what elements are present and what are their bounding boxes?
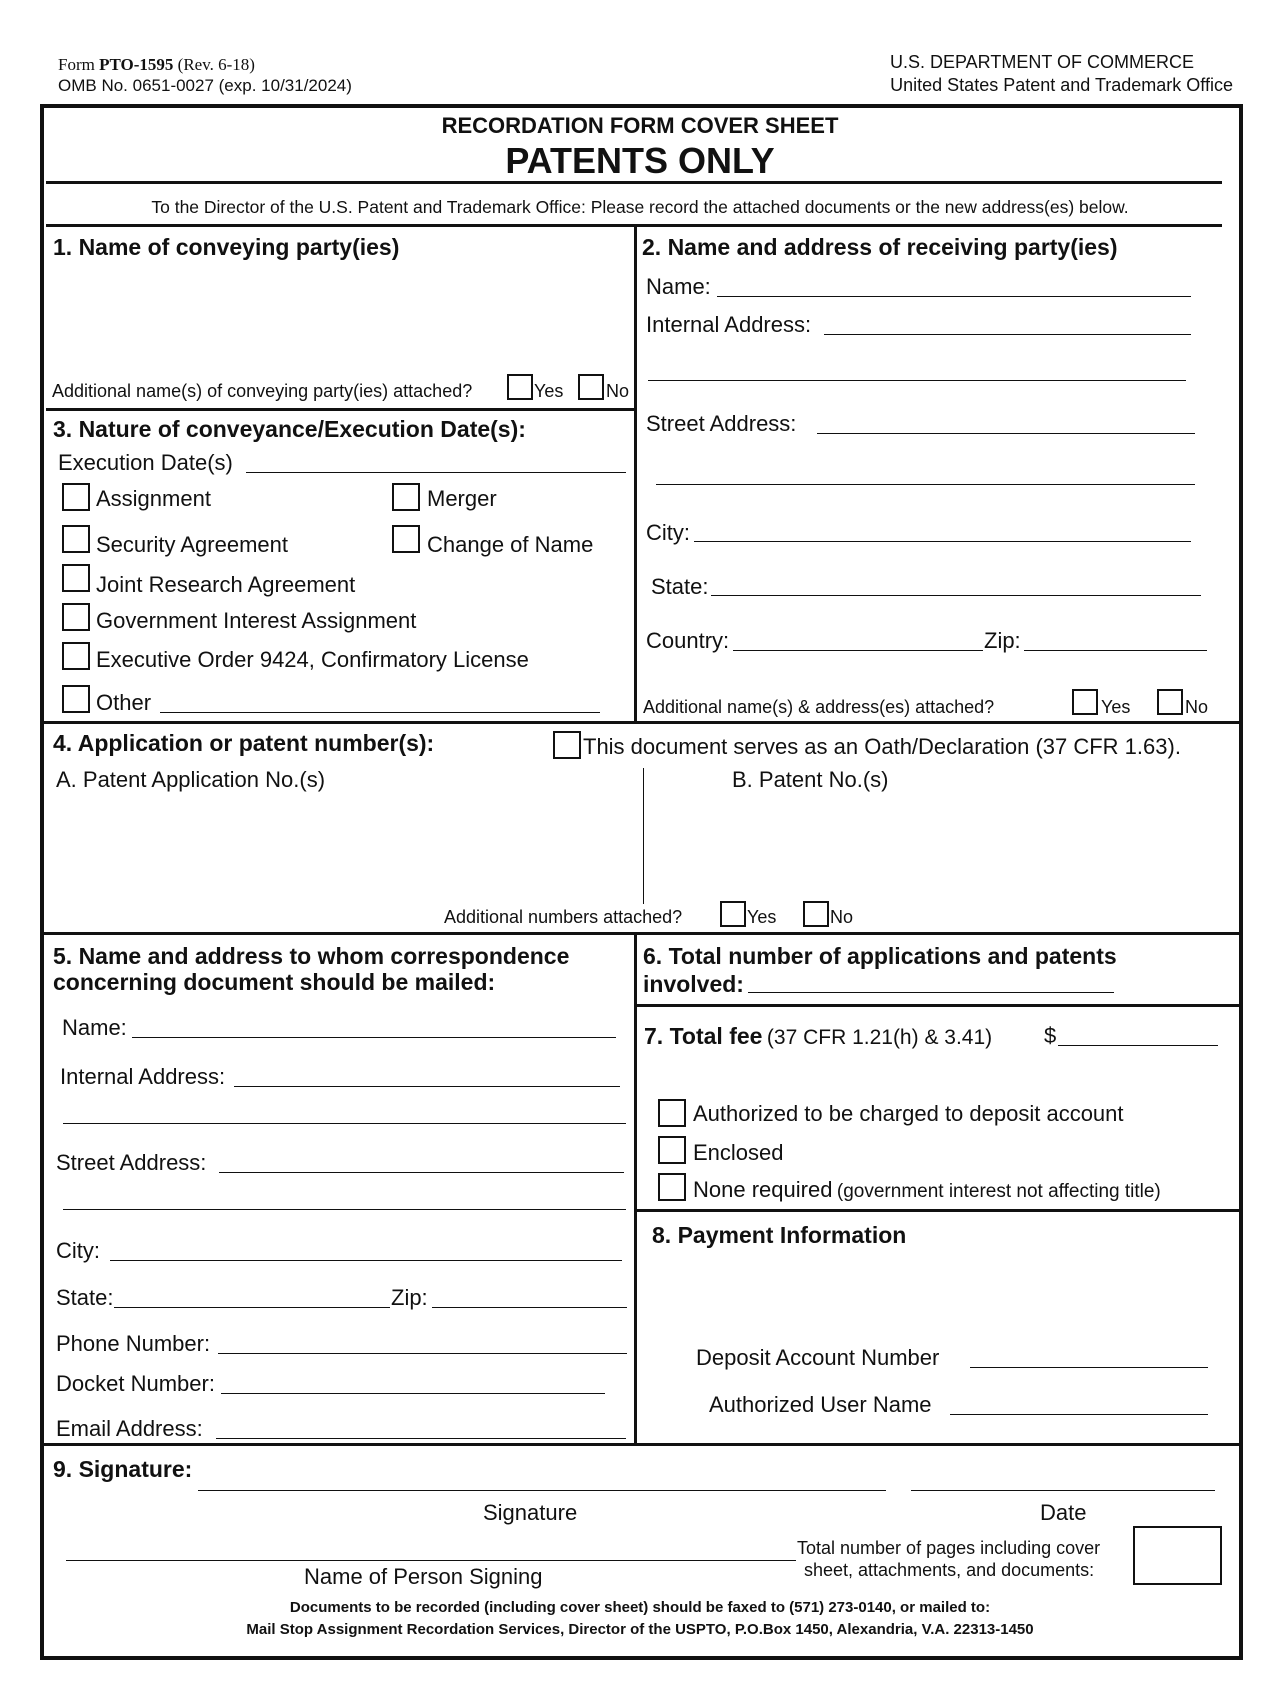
joint-research-label: Joint Research Agreement	[96, 572, 356, 597]
form-id	[58, 55, 255, 75]
s5-street-label: Street Address:	[56, 1150, 207, 1175]
change-of-name-label: Change of Name	[427, 532, 594, 557]
s2-street-field[interactable]	[817, 433, 1195, 434]
s2-state-field[interactable]	[711, 595, 1201, 596]
department-name: U.S. DEPARTMENT OF COMMERCE	[889, 52, 1194, 72]
s5-zip-label: Zip:	[391, 1285, 428, 1310]
form-subtitle: PATENTS ONLY	[505, 140, 775, 181]
government-interest-label: Government Interest Assignment	[96, 608, 417, 633]
omb-number: OMB No. 0651-0027 (exp. 10/31/2024)	[58, 76, 352, 95]
s2-no-checkbox[interactable]	[1157, 689, 1183, 715]
s9-top-divider	[40, 1443, 1243, 1446]
s1-yes-checkbox[interactable]	[507, 374, 533, 400]
footer-line-1: Documents to be recorded (including cover sheet) should be faxed to (571) 273-0140, or mailed to:	[289, 1599, 991, 1616]
s5-email-field[interactable]	[216, 1438, 626, 1439]
s2-state-label: State:	[651, 574, 709, 599]
s4-yes-checkbox[interactable]	[720, 901, 746, 927]
s1-heading: 1. Name of conveying party(ies)	[53, 234, 400, 260]
s1-no-checkbox[interactable]	[578, 374, 604, 400]
s5-state-label: State:	[56, 1285, 114, 1310]
col-divider-bottom	[634, 932, 637, 1444]
total-pages-box[interactable]	[1133, 1526, 1222, 1585]
other-field[interactable]	[160, 712, 600, 713]
footer-line-2: Mail Stop Assignment Recordation Services, Director of the USPTO, P.O.Box 1450, Alexandria, V.A. 22313-1450	[246, 1621, 1034, 1638]
s6-heading-2: involved:	[643, 971, 744, 997]
s2-heading: 2. Name and address of receiving party(ies)	[642, 234, 1118, 260]
s2-yes-checkbox[interactable]	[1072, 689, 1098, 715]
other-checkbox[interactable]	[62, 685, 90, 713]
office-name: United States Patent and Trademark Office	[890, 75, 1233, 95]
s1-additional-label: Additional name(s) of conveying party(ies) attached?	[52, 381, 473, 401]
none-required-row	[693, 1177, 1161, 1203]
s2-additional-label: Additional name(s) & address(es) attached?	[643, 697, 995, 717]
s7-s8-divider	[634, 1209, 1243, 1212]
s5-phone-field[interactable]	[218, 1353, 627, 1354]
s2-internal-field-2[interactable]	[648, 380, 1186, 381]
s4-b-label: B. Patent No.(s)	[732, 767, 889, 792]
signature-label: Signature	[483, 1500, 578, 1525]
executive-order-checkbox[interactable]	[62, 642, 90, 670]
s2-country-label: Country:	[646, 628, 730, 653]
security-agreement-label: Security Agreement	[96, 532, 288, 557]
s2-no-label: No	[1185, 697, 1209, 717]
s4-additional-label: Additional numbers attached?	[444, 907, 683, 927]
s5-heading-2: concerning document should be mailed:	[53, 969, 496, 995]
s7-dollar-sign: $	[1044, 1023, 1057, 1048]
s5-internal-field-2[interactable]	[63, 1123, 626, 1124]
none-required-checkbox[interactable]	[658, 1173, 686, 1201]
s7-fee-field[interactable]	[1058, 1045, 1218, 1046]
oath-label: This document serves as an Oath/Declaration (37 CFR 1.63).	[583, 734, 1181, 759]
s2-zip-field[interactable]	[1024, 650, 1207, 651]
s4-a-label: A. Patent Application No.(s)	[56, 767, 326, 792]
s5-docket-field[interactable]	[221, 1393, 605, 1394]
date-field[interactable]	[911, 1490, 1215, 1491]
form-frame	[40, 104, 1243, 1660]
s5-phone-label: Phone Number:	[56, 1331, 211, 1356]
s5-internal-field[interactable]	[234, 1086, 620, 1087]
authorized-checkbox[interactable]	[658, 1099, 686, 1127]
s8-heading: 8. Payment Information	[652, 1222, 907, 1248]
s1-s3-divider	[46, 408, 634, 411]
s5-name-field[interactable]	[132, 1037, 616, 1038]
instruction-text: To the Director of the U.S. Patent and Trademark Office: Please record the attached documents or the new address(es) below.	[151, 197, 1129, 217]
s2-city-label: City:	[646, 520, 690, 545]
form-revision: (Rev. 6-18)	[177, 55, 255, 74]
s3-exec-date-label: Execution Date(s)	[58, 450, 233, 475]
s5-docket-label: Docket Number:	[56, 1371, 215, 1396]
s7-heading: 7. Total fee	[644, 1023, 763, 1049]
title-divider	[46, 181, 1222, 184]
s4-no-label: No	[830, 907, 854, 927]
assignment-checkbox[interactable]	[62, 483, 90, 511]
name-signing-label: Name of Person Signing	[304, 1564, 543, 1589]
s6-heading-1: 6. Total number of applications and patents	[643, 943, 1117, 969]
s1-no-label: No	[606, 381, 630, 401]
executive-order-label: Executive Order 9424, Confirmatory License	[96, 647, 529, 672]
form-title: RECORDATION FORM COVER SHEET	[441, 113, 839, 138]
none-required-label: None required	[693, 1177, 833, 1202]
s3-exec-date-field[interactable]	[246, 472, 626, 473]
s2-name-field[interactable]	[717, 296, 1191, 297]
merger-label: Merger	[427, 486, 497, 511]
none-required-note: (government interest not affecting title)	[836, 1181, 1161, 1202]
other-label: Other	[96, 690, 152, 715]
s2-name-label: Name:	[646, 274, 711, 299]
oath-checkbox[interactable]	[553, 731, 581, 759]
change-of-name-checkbox[interactable]	[392, 525, 420, 553]
s7-heading-row	[644, 1023, 992, 1050]
deposit-account-field[interactable]	[970, 1367, 1208, 1368]
s4-yes-label: Yes	[747, 907, 777, 927]
s2-zip-label: Zip:	[984, 628, 1021, 653]
s2-internal-label: Internal Address:	[646, 312, 812, 337]
joint-research-checkbox[interactable]	[62, 564, 90, 592]
authorized-user-label: Authorized User Name	[709, 1392, 932, 1417]
s4-col-divider	[643, 768, 644, 904]
government-interest-checkbox[interactable]	[62, 603, 90, 631]
s4-no-checkbox[interactable]	[803, 901, 829, 927]
signature-field[interactable]	[198, 1490, 886, 1491]
s5-zip-field[interactable]	[432, 1307, 627, 1308]
s5-city-label: City:	[56, 1238, 100, 1263]
s6-s7-divider	[634, 1004, 1243, 1007]
s2-street-field-2[interactable]	[656, 484, 1195, 485]
s5-street-field[interactable]	[219, 1172, 624, 1173]
assignment-label: Assignment	[96, 486, 211, 511]
s6-total-field[interactable]	[748, 992, 1114, 993]
pages-label-1: Total number of pages including cover	[797, 1538, 1101, 1558]
s5-city-field[interactable]	[110, 1260, 622, 1261]
s5-heading-1: 5. Name and address to whom correspondence	[53, 943, 570, 969]
date-label: Date	[1040, 1500, 1087, 1525]
s3-heading: 3. Nature of conveyance/Execution Date(s):	[53, 416, 526, 442]
name-signing-field[interactable]	[66, 1560, 796, 1561]
s2-street-label: Street Address:	[646, 411, 797, 436]
authorized-user-field[interactable]	[950, 1414, 1208, 1415]
deposit-account-label: Deposit Account Number	[696, 1345, 940, 1370]
s5-internal-label: Internal Address:	[60, 1064, 226, 1089]
s4-top-divider	[40, 721, 1243, 724]
s5-email-label: Email Address:	[56, 1416, 203, 1441]
s2-city-field[interactable]	[694, 541, 1191, 542]
enclosed-checkbox[interactable]	[658, 1136, 686, 1164]
pages-label-2: sheet, attachments, and documents:	[804, 1560, 1095, 1580]
s2-internal-field[interactable]	[824, 334, 1191, 335]
s5-top-divider	[40, 932, 1243, 935]
merger-checkbox[interactable]	[392, 483, 420, 511]
s5-state-field[interactable]	[114, 1307, 390, 1308]
s9-heading: 9. Signature:	[53, 1456, 193, 1482]
form-number: PTO-1595	[99, 55, 174, 74]
s2-country-field[interactable]	[733, 650, 983, 651]
s2-yes-label: Yes	[1101, 697, 1131, 717]
security-agreement-checkbox[interactable]	[62, 525, 90, 553]
s1-yes-label: Yes	[534, 381, 564, 401]
col-divider-top	[634, 224, 637, 722]
s5-name-label: Name:	[62, 1015, 127, 1040]
form-prefix: Form	[58, 55, 95, 74]
s5-street-field-2[interactable]	[63, 1209, 626, 1210]
enclosed-label: Enclosed	[693, 1140, 784, 1165]
authorized-label: Authorized to be charged to deposit account	[693, 1101, 1124, 1126]
s7-cfr: (37 CFR 1.21(h) & 3.41)	[766, 1026, 993, 1049]
s4-heading: 4. Application or patent number(s):	[53, 730, 435, 756]
